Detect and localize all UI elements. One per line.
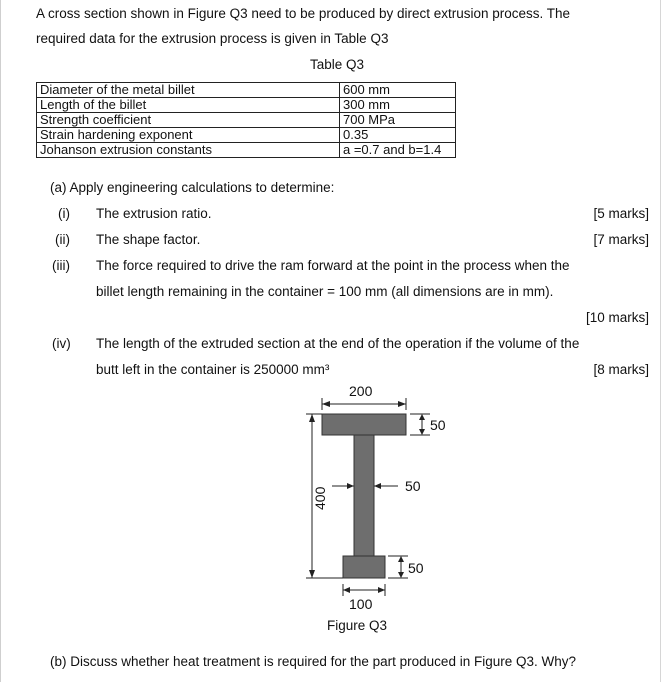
intro-line-2: required data for the extrusion process is given in Table Q3: [36, 31, 389, 46]
item-marks: [8 marks]: [593, 362, 649, 377]
table-row: [37, 143, 456, 158]
table-row: [37, 128, 456, 143]
dim-top-width: 200: [349, 383, 373, 399]
i-section-shape: [322, 414, 406, 578]
dim-flange-top: 50: [430, 417, 446, 433]
dim-height: 400: [312, 486, 328, 510]
item-number: (i): [58, 206, 70, 221]
bottom-flange: [343, 556, 385, 578]
item-text: The shape factor.: [96, 232, 201, 247]
item-marks: [5 marks]: [593, 206, 649, 221]
item-text: The extrusion ratio.: [96, 206, 212, 221]
table-caption: Table Q3: [310, 57, 365, 72]
item-text: butt left in the container is 250000 mm³: [96, 362, 330, 377]
item-marks: [7 marks]: [593, 232, 649, 247]
row-label: Diameter of the metal billet: [37, 83, 340, 98]
table-row: [37, 83, 456, 98]
row-value: a =0.7 and b=1.4: [340, 143, 456, 158]
item-marks: [10 marks]: [585, 310, 649, 325]
row-value: 0.35: [340, 128, 456, 143]
table-row: [37, 113, 456, 128]
dim-bottom-width: 100: [349, 596, 373, 612]
web: [354, 435, 374, 556]
row-label: Strength coefficient: [37, 113, 340, 128]
row-value: 700 MPa: [340, 113, 456, 128]
top-flange: [322, 414, 406, 435]
item-text: billet length remaining in the container = 100 mm (all dimensions are in mm).: [96, 284, 554, 299]
row-label: Strain hardening exponent: [37, 128, 340, 143]
part-b-text: (b) Discuss whether heat treatment is required for the part produced in Figure Q3. Why?: [50, 654, 576, 669]
data-table: [36, 82, 456, 158]
item-number: (iv): [52, 336, 71, 351]
item-number: (ii): [55, 232, 70, 247]
table-row: [37, 98, 456, 113]
row-label: Johanson extrusion constants: [37, 143, 340, 158]
item-number: (iii): [52, 258, 70, 273]
part-a-heading: (a) Apply engineering calculations to determine:: [50, 180, 335, 195]
row-value: 300 mm: [340, 98, 456, 113]
row-value: 600 mm: [340, 83, 456, 98]
figure-caption: Figure Q3: [327, 618, 388, 633]
figure-q3: [0, 375, 663, 645]
dim-flange-bottom: 50: [408, 560, 424, 576]
row-label: Length of the billet: [37, 98, 340, 113]
dim-web: 50: [405, 478, 421, 494]
item-text: The length of the extruded section at the end of the operation if the volume of the: [96, 336, 580, 351]
intro-line-1: A cross section shown in Figure Q3 need to be produced by direct extrusion process. The: [36, 6, 571, 21]
item-text: The force required to drive the ram forward at the point in the process when the: [96, 258, 570, 273]
